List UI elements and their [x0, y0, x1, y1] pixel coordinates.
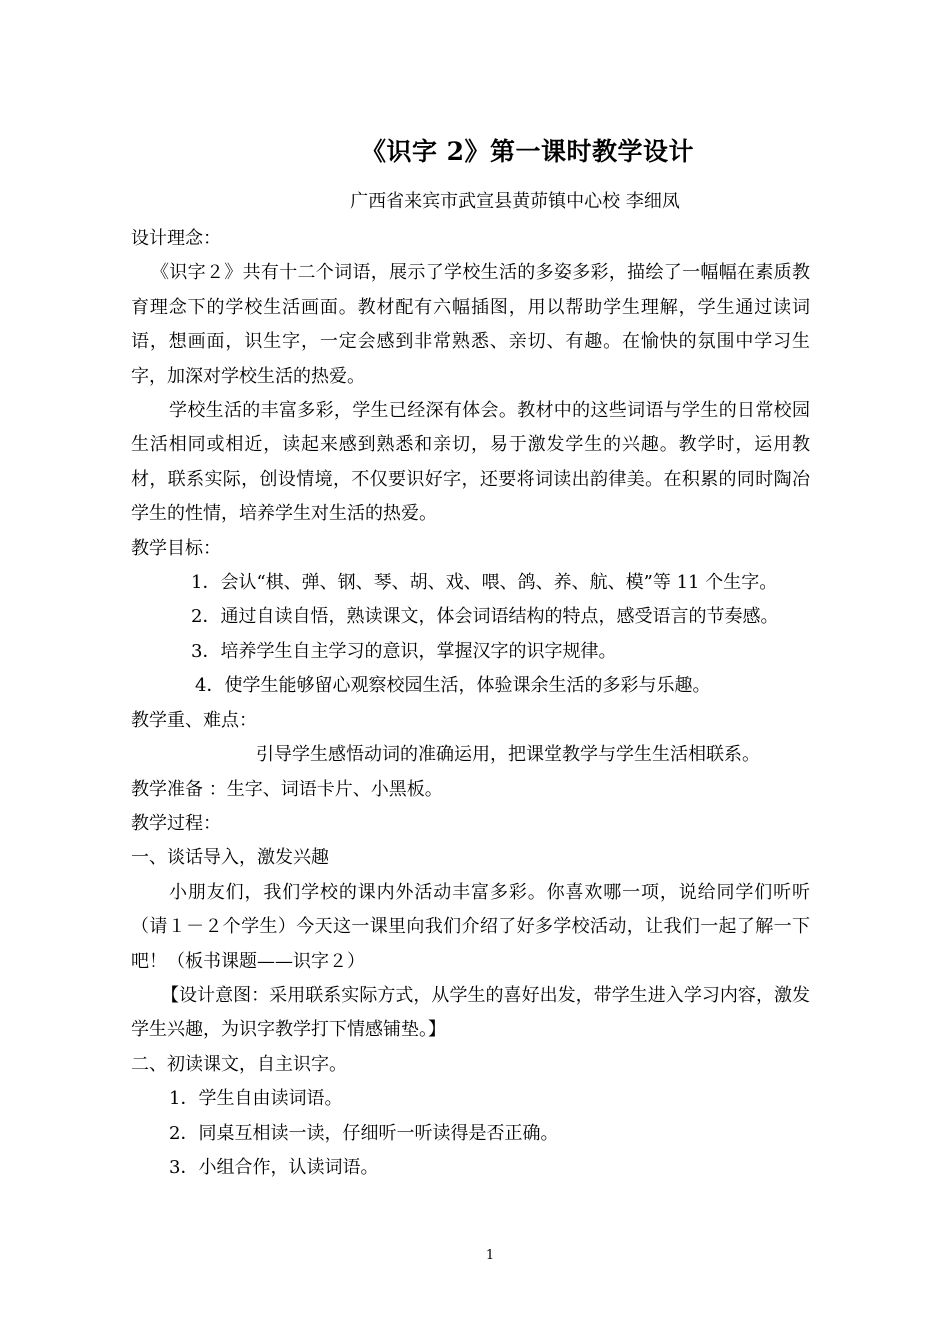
key-points-text: 引导学生感悟动词的准确运用，把课堂教学与学生生活相联系。: [256, 744, 760, 766]
goal-item: 2．通过自读自悟，熟读课文，体会词语结构的特点，感受语言的节奏感。: [191, 606, 779, 628]
concept-paragraph-1: 《识字２》共有十二个词语，展示了学校生活的多姿多彩，描绘了一幅幅在素质教育理念下的学校生活画面。教材配有六幅插图，用以帮助学生理解，学生通过读词语，想画面，识生字，一定会感到非常熟悉、亲切、有趣。在愉快的氛围中学习生字，加深对学校生活的热爱。: [131, 262, 810, 387]
author-line: 广西省来宾市武宣县黄茆镇中心校 李细凤: [350, 191, 680, 212]
section-2-step: 2．同桌互相读一读，仔细听一听读得是否正确。: [169, 1122, 559, 1144]
document-body: [131, 222, 810, 1185]
teaching-preparation: 教学准备 ：生字、词语卡片、小黑板。: [131, 778, 443, 800]
section-1-heading: 一、谈话导入，激发兴趣: [131, 847, 329, 869]
section-2-heading: 二、初读课文，自主识字。: [131, 1053, 347, 1075]
page-number: 1: [485, 1248, 495, 1263]
process-heading: 教学过程：: [131, 812, 221, 834]
section-2-step: 1．学生自由读词语。: [169, 1088, 343, 1110]
concept-heading: 设计理念：: [131, 228, 221, 249]
section-1-paragraph: 小朋友们，我们学校的课内外活动丰富多彩。你喜欢哪一项，说给同学们听听（请１－２个学生）今天这一课里向我们介绍了好多学校活动，让我们一起了解一下吧！（板书课题——识字２）: [131, 881, 810, 972]
section-1-design-intent: 【设计意图：采用联系实际方式，从学生的喜好出发，带学生进入学习内容，激发学生兴趣，为识字教学打下情感铺垫。】: [131, 984, 810, 1041]
goals-heading: 教学目标：: [131, 537, 221, 559]
goal-item: 1．会认“棋、弹、钢、琴、胡、戏、喂、鸽、养、航、模”等 11 个生字。: [191, 572, 778, 594]
section-2-step: 3．小组合作，认读词语。: [169, 1156, 379, 1178]
concept-paragraph-2: 学校生活的丰富多彩，学生已经深有体会。教材中的这些词语与学生的日常校园生活相同或相近，读起来感到熟悉和亲切，易于激发学生的兴趣。教学时，运用教材，联系实际，创设情境，不仅要识好字，还要将词读出韵律美。在积累的同时陶冶学生的性情，培养学生对生活的热爱。: [131, 400, 810, 525]
document-title: 《识字 2》第一课时教学设计: [360, 137, 695, 166]
key-points-heading: 教学重、难点：: [131, 709, 257, 731]
goal-item: 4．使学生能够留心观察校园生活，体验课余生活的多彩与乐趣。: [195, 675, 711, 697]
goal-item: 3．培养学生自主学习的意识，掌握汉字的识字规律。: [191, 640, 617, 662]
